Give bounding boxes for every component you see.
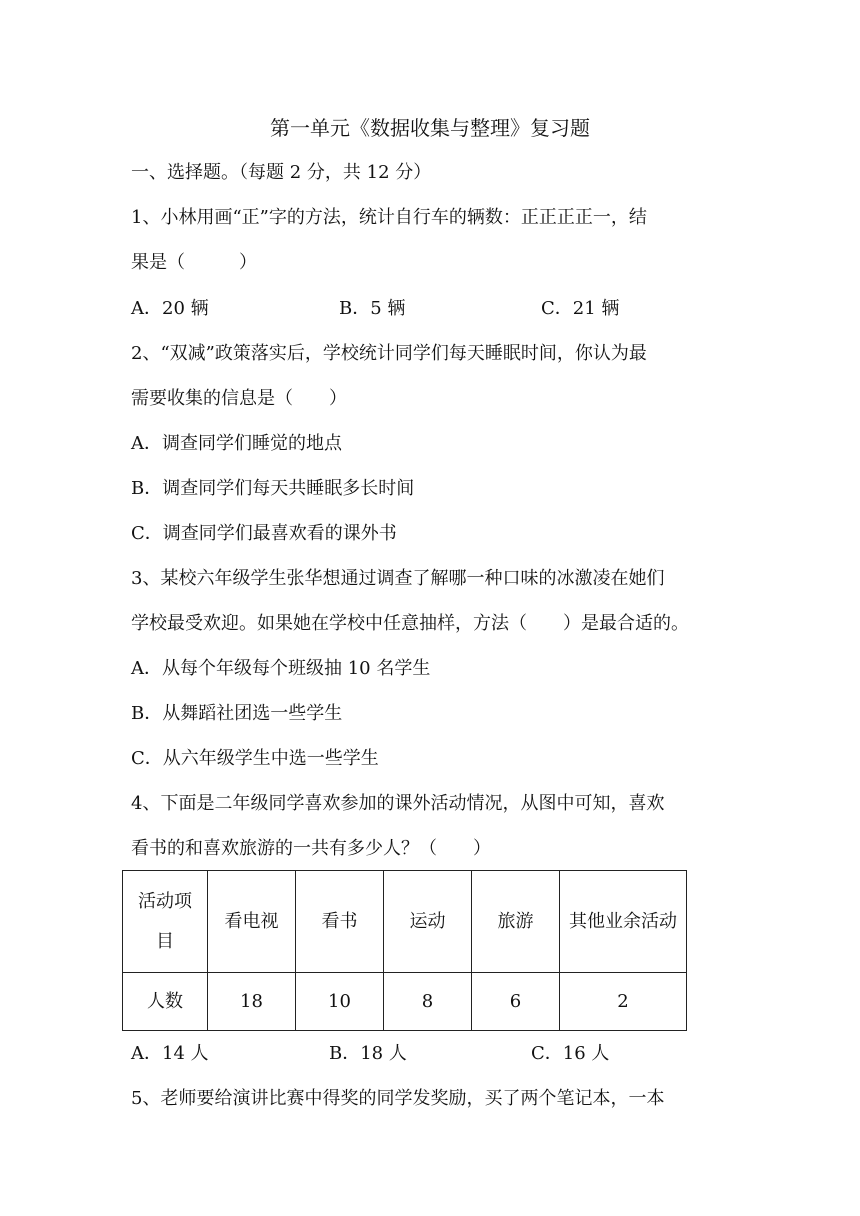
q2-option-c: C．调查同学们最喜欢看的课外书	[131, 523, 397, 544]
table-cell: 8	[384, 973, 472, 1031]
table-header-cell: 活动项目	[123, 871, 208, 973]
q3-option-b: B．从舞蹈社团选一些学生	[131, 703, 343, 724]
q3-option-c: C．从六年级学生中选一些学生	[131, 748, 379, 769]
q2-text-line1: 2、“双减”政策落实后，学校统计同学们每天睡眠时间，你认为最	[131, 343, 647, 364]
q1-option-c: C．21 辆	[541, 298, 620, 319]
page-title: 第一单元《数据收集与整理》复习题	[270, 116, 590, 140]
table-header-cell: 看书	[296, 871, 384, 973]
table-header-cell: 看电视	[208, 871, 296, 973]
table-header-row	[123, 871, 687, 973]
activity-table	[122, 870, 687, 1031]
q1-text-line1: 1、小林用画“正”字的方法，统计自行车的辆数：正正正正一，结	[131, 207, 647, 228]
q2-option-b: B．调查同学们每天共睡眠多长时间	[131, 478, 415, 499]
q4-text-line1: 4、下面是二年级同学喜欢参加的课外活动情况，从图中可知，喜欢	[131, 793, 665, 814]
section-heading: 一、选择题。（每题 2 分，共 12 分）	[131, 162, 432, 183]
table-cell: 18	[208, 973, 296, 1031]
q4-option-b: B．18 人	[329, 1043, 407, 1064]
table-header-cell: 运动	[384, 871, 472, 973]
q1-text-line2: 果是（ ）	[131, 252, 257, 273]
q3-text-line2: 学校最受欢迎。如果她在学校中任意抽样，方法（ ）是最合适的。	[131, 613, 689, 634]
q3-text-line1: 3、某校六年级学生张华想通过调查了解哪一种口味的冰激凌在她们	[131, 568, 665, 589]
table-header-cell: 旅游	[472, 871, 560, 973]
table-cell: 2	[560, 973, 687, 1031]
table-header-cell: 其他业余活动	[560, 871, 687, 973]
table-row	[123, 973, 687, 1031]
q1-option-a: A．20 辆	[131, 298, 209, 319]
q4-option-a: A．14 人	[131, 1043, 209, 1064]
q2-option-a: A．调查同学们睡觉的地点	[131, 433, 342, 454]
q1-option-b: B．5 辆	[339, 298, 406, 319]
q5-text-line1: 5、老师要给演讲比赛中得奖的同学发奖励，买了两个笔记本，一本	[131, 1088, 665, 1109]
q3-option-a: A．从每个年级每个班级抽 10 名学生	[131, 658, 431, 679]
q4-text-line2: 看书的和喜欢旅游的一共有多少人？（ ）	[131, 838, 491, 859]
q4-option-c: C．16 人	[531, 1043, 610, 1064]
table-cell: 人数	[123, 973, 208, 1031]
table-cell: 10	[296, 973, 384, 1031]
q2-text-line2: 需要收集的信息是（ ）	[131, 388, 347, 409]
table-cell: 6	[472, 973, 560, 1031]
